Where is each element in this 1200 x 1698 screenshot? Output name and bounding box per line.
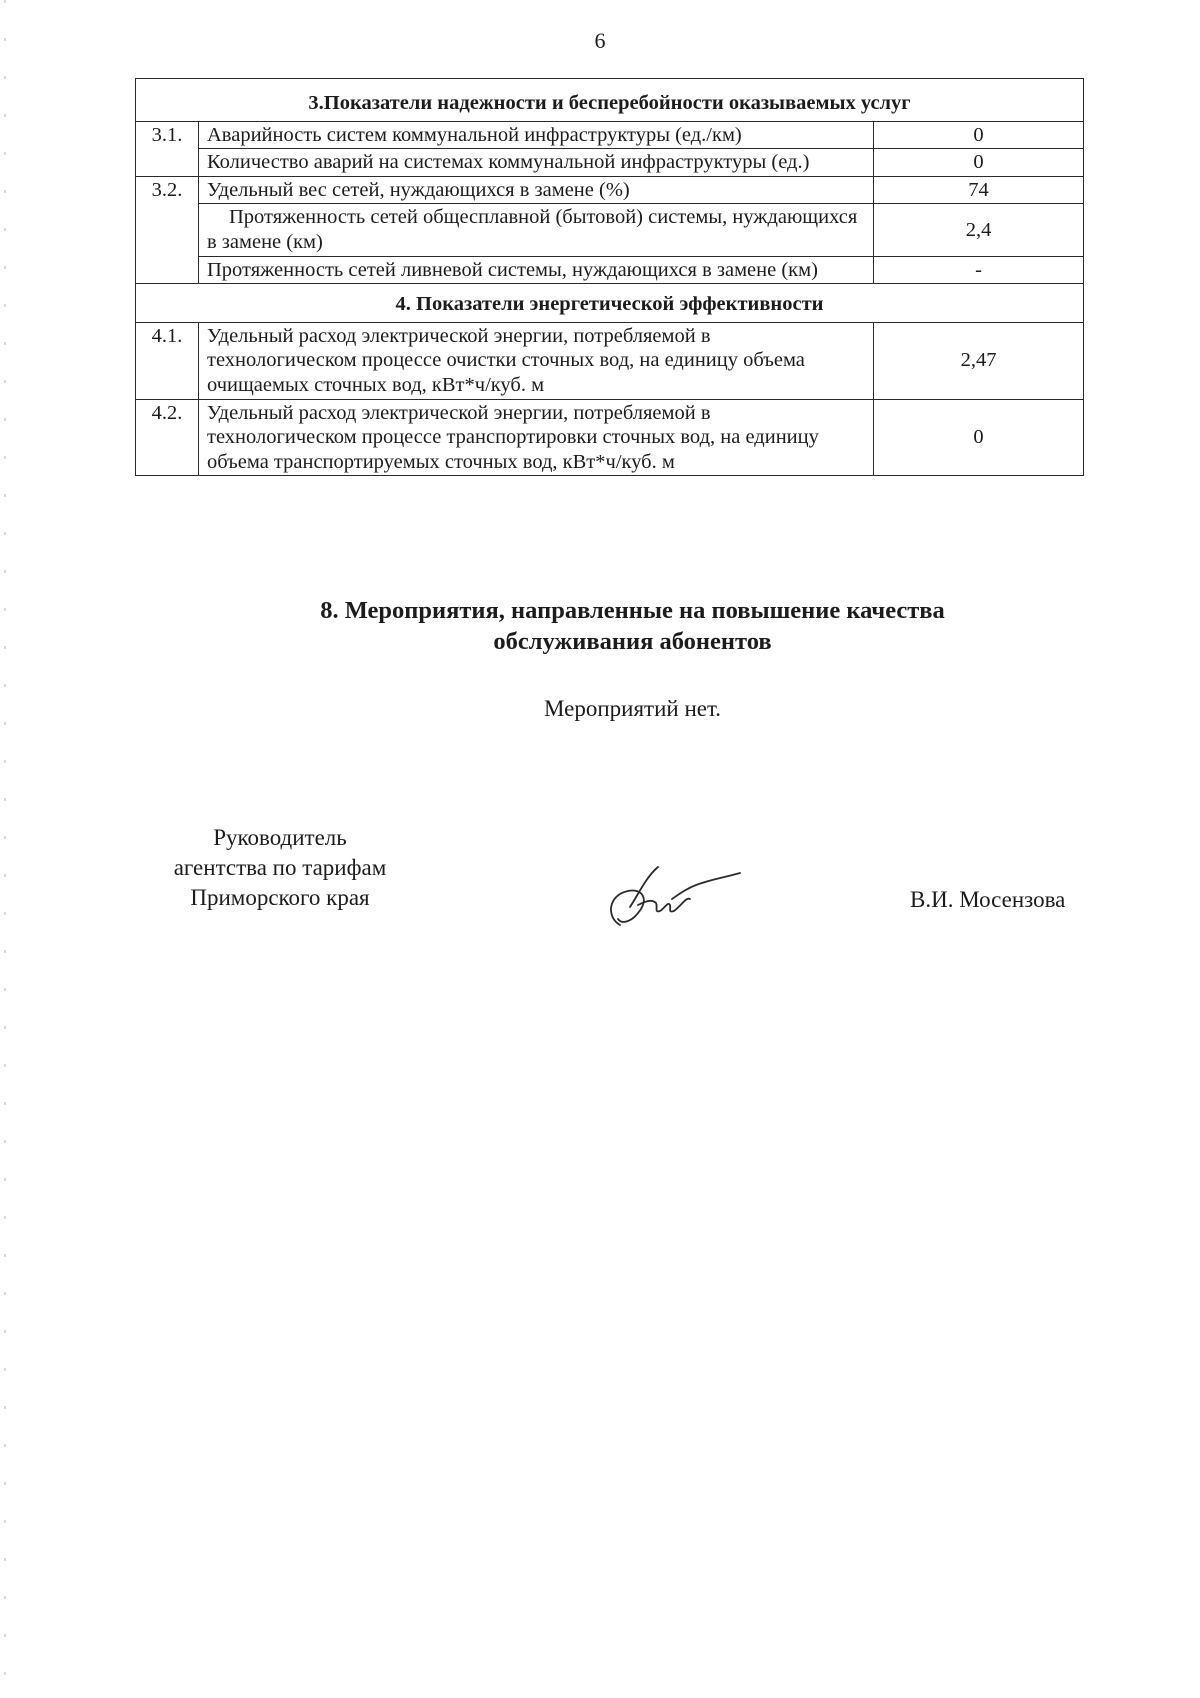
section4-header-row xyxy=(136,284,1084,323)
row-text: Удельный расход электрической энергии, потребляемой в технологическом процессе транспортировки сточных вод, на единицу объема транспортируемых сточных вод, кВт*ч/куб. м xyxy=(199,399,874,476)
row-number: 3.2. xyxy=(136,176,199,283)
section3-title: 3.Показатели надежности и бесперебойности оказываемых услуг xyxy=(136,79,1084,122)
section8-body: Мероприятий нет. xyxy=(543,696,722,721)
section8-title-line2: обслуживания абонентов xyxy=(493,627,772,655)
table-row xyxy=(136,149,1084,177)
table-row xyxy=(136,322,1084,399)
table-row xyxy=(136,121,1084,149)
section8-title-line1: 8. Мероприятия, направленные на повышение качества xyxy=(320,597,945,624)
table-row xyxy=(136,176,1084,204)
handwritten-signature xyxy=(598,855,748,935)
signer-name: В.И. Мосензова xyxy=(910,887,1066,912)
signer-position-line3: Приморского края xyxy=(190,884,370,910)
row-text: Количество аварий на системах коммунальной инфраструктуры (ед.) xyxy=(199,149,874,177)
signer-position xyxy=(130,823,430,913)
section4-title: 4. Показатели энергетической эффективности xyxy=(136,284,1084,323)
scan-edge-artifact xyxy=(4,0,6,1698)
row-value: 74 xyxy=(874,176,1084,204)
indicators-table xyxy=(135,78,1084,476)
signer-position-line1: Руководитель xyxy=(213,825,347,850)
table-row xyxy=(136,256,1084,284)
row-value: 0 xyxy=(874,149,1084,177)
row-value: 0 xyxy=(874,121,1084,149)
row-value: 2,47 xyxy=(874,322,1084,399)
row-value: - xyxy=(874,256,1084,284)
row-text: Протяженность сетей общесплавной (бытовой) системы, нуждающихся в замене (км) xyxy=(199,204,874,256)
row-text: Удельный вес сетей, нуждающихся в замене (%) xyxy=(199,176,874,204)
table-row xyxy=(136,399,1084,476)
section3-header-row xyxy=(136,79,1084,122)
row-number: 4.2. xyxy=(136,399,199,476)
signer-position-line2: агентства по тарифам xyxy=(173,854,387,880)
row-number: 3.1. xyxy=(136,121,199,176)
row-text: Протяженность сетей ливневой системы, нуждающихся в замене (км) xyxy=(199,256,874,284)
row-value: 2,4 xyxy=(874,204,1084,256)
row-text: Аварийность систем коммунальной инфраструктуры (ед./км) xyxy=(199,121,874,149)
table-row xyxy=(136,204,1084,256)
page-number: 6 xyxy=(594,28,606,53)
section8-heading xyxy=(0,596,1200,657)
row-text: Удельный расход электрической энергии, потребляемой в технологическом процессе очистки сточных вод, на единицу объема очищаемых сточных вод, кВт*ч/куб. м xyxy=(199,322,874,399)
row-value: 0 xyxy=(874,399,1084,476)
row-number: 4.1. xyxy=(136,322,199,399)
